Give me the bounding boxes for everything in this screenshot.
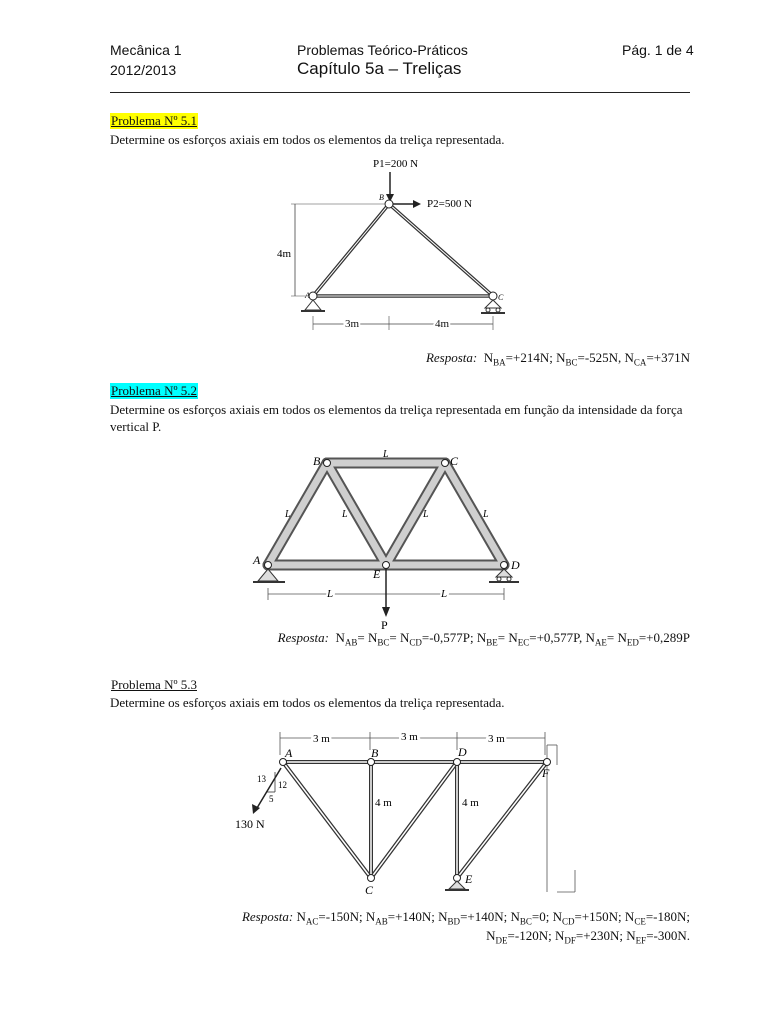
height-label: 4 m bbox=[462, 797, 479, 809]
answer-label: Resposta: bbox=[425, 350, 478, 365]
node-label-a: A bbox=[305, 291, 310, 300]
dim-right: L bbox=[441, 588, 448, 600]
truss-figure-5-3 bbox=[225, 720, 580, 905]
node-label-b: B bbox=[313, 454, 321, 468]
answer-5-3-line2 bbox=[486, 928, 690, 946]
member-label: L bbox=[483, 509, 489, 520]
document-title: Problemas Teórico-Práticos bbox=[297, 42, 468, 58]
span-label: 3 m bbox=[313, 733, 330, 745]
dim-left: 3m bbox=[345, 318, 360, 330]
span-label: 3 m bbox=[401, 731, 418, 743]
problem-title: Problema Nº 5.1 bbox=[111, 113, 197, 128]
node-label-d: D bbox=[458, 745, 467, 759]
answer-5-1 bbox=[426, 350, 690, 368]
answer-5-3 bbox=[242, 909, 690, 927]
chapter-title: Capítulo 5a – Treliças bbox=[297, 59, 462, 78]
answer-text: $N_{AB}= N_{BC}= N_{CD}=-0,577P$; $N_{BE}= N_{EC}=+0,577P$, $N_{AE}= N_{ED}=+0,289P$ bbox=[335, 630, 690, 648]
truss-figure-5-2 bbox=[245, 445, 535, 635]
academic-year: 2012/2013 bbox=[110, 62, 177, 78]
problem-statement: Determine os esforços axiais em todos os elementos da treliça representada em função da intensidade da força vertical P. bbox=[110, 402, 683, 434]
span-label: 3 m bbox=[488, 733, 505, 745]
load-label: P bbox=[381, 618, 388, 632]
answer-text: $N_{DE}=-120N$; $N_{DF}=+230N$; $N_{EF}=-300N$. bbox=[486, 928, 690, 946]
slope-run: 5 bbox=[269, 794, 274, 804]
course-name: Mecânica 1 bbox=[110, 42, 182, 58]
slope-rise: 12 bbox=[278, 780, 287, 790]
slope-hyp: 13 bbox=[257, 774, 266, 784]
dim-height: 4m bbox=[276, 248, 291, 260]
node-label-a: A bbox=[253, 553, 261, 567]
node-label-e: E bbox=[465, 872, 473, 886]
member-label: L bbox=[383, 449, 389, 460]
dim-left: L bbox=[327, 588, 334, 600]
node-label-c: C bbox=[450, 454, 459, 468]
answer-text: $N_{AC}=-150N$; $N_{AB}=+140N$; $N_{BD}=+140N$; $N_{BC}=0$; $N_{CD}=+150N$; $N_{CE}=-180N$; bbox=[296, 909, 690, 927]
member-label: L bbox=[423, 509, 429, 520]
problem-statement: Determine os esforços axiais em todos os elementos da treliça representada. bbox=[110, 695, 505, 710]
problem-statement: Determine os esforços axiais em todos os elementos da treliça representada. bbox=[110, 132, 505, 147]
member-label: L bbox=[285, 509, 291, 520]
node-label-c: C bbox=[365, 883, 374, 897]
member-label: L bbox=[342, 509, 348, 520]
node-label-a: A bbox=[285, 746, 293, 760]
node-label-c: C bbox=[498, 293, 504, 302]
node-label-b: B bbox=[379, 193, 384, 202]
node-label-b: B bbox=[371, 746, 379, 760]
load-label-p2: P2=500 N bbox=[427, 198, 473, 210]
truss-figure-5-1 bbox=[276, 150, 525, 335]
page-number: Pág. 1 de 4 bbox=[622, 42, 694, 58]
answer-5-2 bbox=[278, 630, 690, 648]
problem-title: Problema Nº 5.2 bbox=[111, 383, 197, 398]
answer-label: Resposta: bbox=[277, 630, 329, 645]
answer-label: Resposta: bbox=[241, 909, 294, 924]
answer-text: $N_{BA}=+214N$; $N_{BC}=-525N$, $N_{CA}=+371N$ bbox=[483, 350, 690, 368]
node-label-f: F bbox=[542, 766, 550, 780]
problem-title: Problema Nº 5.3 bbox=[111, 677, 197, 692]
load-label: 130 N bbox=[235, 817, 265, 831]
load-label-p1: P1=200 N bbox=[373, 158, 419, 170]
dim-right: 4m bbox=[435, 318, 450, 330]
header-rule bbox=[110, 92, 690, 93]
node-label-d: D bbox=[511, 558, 520, 572]
height-label: 4 m bbox=[375, 797, 392, 809]
node-label-e: E bbox=[373, 567, 381, 581]
